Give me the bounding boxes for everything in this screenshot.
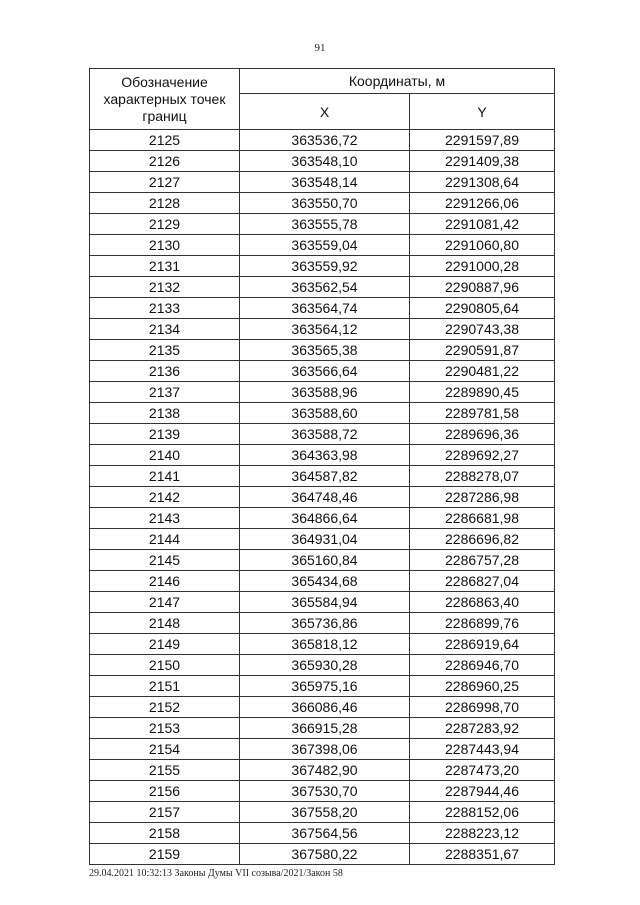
cell-y: 2291060,80 [410, 235, 555, 256]
cell-x: 366915,28 [240, 718, 410, 739]
cell-x: 367558,20 [240, 802, 410, 823]
cell-y: 2289781,58 [410, 403, 555, 424]
table-row [90, 739, 555, 760]
cell-y: 2290805,64 [410, 298, 555, 319]
table-row [90, 781, 555, 802]
cell-point: 2144 [90, 529, 240, 550]
cell-point: 2128 [90, 193, 240, 214]
table-row [90, 592, 555, 613]
table-row [90, 298, 555, 319]
cell-x: 365160,84 [240, 550, 410, 571]
cell-y: 2286899,76 [410, 613, 555, 634]
cell-y: 2288152,06 [410, 802, 555, 823]
cell-point: 2152 [90, 697, 240, 718]
cell-x: 363559,04 [240, 235, 410, 256]
table-row [90, 382, 555, 403]
cell-y: 2290887,96 [410, 277, 555, 298]
table-row [90, 823, 555, 844]
cell-point: 2125 [90, 130, 240, 151]
cell-x: 363564,74 [240, 298, 410, 319]
cell-y: 2286919,64 [410, 634, 555, 655]
table-row [90, 130, 555, 151]
table-row [90, 319, 555, 340]
cell-y: 2286827,04 [410, 571, 555, 592]
cell-y: 2289890,45 [410, 382, 555, 403]
cell-y: 2288351,67 [410, 844, 555, 865]
cell-point: 2139 [90, 424, 240, 445]
header-coordinates-group: Координаты, м [240, 69, 555, 94]
cell-y: 2289696,36 [410, 424, 555, 445]
table-row [90, 235, 555, 256]
cell-point: 2134 [90, 319, 240, 340]
cell-y: 2287283,92 [410, 718, 555, 739]
table-row [90, 718, 555, 739]
table-row [90, 403, 555, 424]
table-row [90, 424, 555, 445]
cell-x: 367398,06 [240, 739, 410, 760]
cell-x: 367530,70 [240, 781, 410, 802]
cell-x: 363588,96 [240, 382, 410, 403]
cell-point: 2148 [90, 613, 240, 634]
cell-point: 2155 [90, 760, 240, 781]
cell-y: 2288223,12 [410, 823, 555, 844]
cell-y: 2286696,82 [410, 529, 555, 550]
cell-y: 2287286,98 [410, 487, 555, 508]
cell-point: 2133 [90, 298, 240, 319]
cell-x: 363566,64 [240, 361, 410, 382]
cell-point: 2157 [90, 802, 240, 823]
table-row [90, 529, 555, 550]
cell-y: 2286946,70 [410, 655, 555, 676]
cell-x: 365434,68 [240, 571, 410, 592]
table-header [90, 69, 555, 130]
cell-y: 2286757,28 [410, 550, 555, 571]
table-row [90, 760, 555, 781]
cell-x: 363548,10 [240, 151, 410, 172]
cell-y: 2288278,07 [410, 466, 555, 487]
cell-y: 2287944,46 [410, 781, 555, 802]
cell-y: 2291308,64 [410, 172, 555, 193]
table-row [90, 802, 555, 823]
table-row [90, 508, 555, 529]
table-row [90, 655, 555, 676]
table-row [90, 256, 555, 277]
cell-y: 2291266,06 [410, 193, 555, 214]
cell-point: 2145 [90, 550, 240, 571]
cell-x: 363564,12 [240, 319, 410, 340]
page-number: 91 [314, 42, 326, 54]
cell-point: 2142 [90, 487, 240, 508]
cell-point: 2126 [90, 151, 240, 172]
header-y: Y [410, 94, 555, 130]
cell-point: 2156 [90, 781, 240, 802]
cell-point: 2138 [90, 403, 240, 424]
cell-x: 364866,64 [240, 508, 410, 529]
cell-point: 2146 [90, 571, 240, 592]
cell-y: 2287443,94 [410, 739, 555, 760]
table-row [90, 151, 555, 172]
cell-y: 2291081,42 [410, 214, 555, 235]
cell-y: 2289692,27 [410, 445, 555, 466]
cell-point: 2159 [90, 844, 240, 865]
cell-x: 363555,78 [240, 214, 410, 235]
cell-x: 364931,04 [240, 529, 410, 550]
cell-x: 367564,56 [240, 823, 410, 844]
cell-point: 2130 [90, 235, 240, 256]
cell-x: 363588,60 [240, 403, 410, 424]
cell-x: 363562,54 [240, 277, 410, 298]
cell-x: 363559,92 [240, 256, 410, 277]
cell-y: 2287473,20 [410, 760, 555, 781]
cell-x: 364587,82 [240, 466, 410, 487]
cell-x: 363550,70 [240, 193, 410, 214]
cell-point: 2129 [90, 214, 240, 235]
cell-x: 364748,46 [240, 487, 410, 508]
cell-point: 2149 [90, 634, 240, 655]
table-row [90, 634, 555, 655]
cell-point: 2127 [90, 172, 240, 193]
cell-y: 2286960,25 [410, 676, 555, 697]
cell-x: 365818,12 [240, 634, 410, 655]
table-row [90, 613, 555, 634]
table-row [90, 571, 555, 592]
cell-x: 363548,14 [240, 172, 410, 193]
cell-y: 2290481,22 [410, 361, 555, 382]
cell-y: 2290743,38 [410, 319, 555, 340]
footer-stamp: 29.04.2021 10:32:13 Законы Думы VII созыва/2021/Закон 58 [89, 868, 343, 879]
coordinates-table [89, 68, 555, 865]
cell-point: 2140 [90, 445, 240, 466]
cell-x: 366086,46 [240, 697, 410, 718]
cell-y: 2286998,70 [410, 697, 555, 718]
table-row [90, 361, 555, 382]
cell-point: 2141 [90, 466, 240, 487]
cell-point: 2158 [90, 823, 240, 844]
cell-y: 2286681,98 [410, 508, 555, 529]
cell-x: 363588,72 [240, 424, 410, 445]
cell-x: 363536,72 [240, 130, 410, 151]
cell-x: 367482,90 [240, 760, 410, 781]
cell-y: 2286863,40 [410, 592, 555, 613]
cell-point: 2132 [90, 277, 240, 298]
cell-point: 2135 [90, 340, 240, 361]
cell-y: 2291000,28 [410, 256, 555, 277]
table-row [90, 172, 555, 193]
cell-point: 2154 [90, 739, 240, 760]
table-row [90, 277, 555, 298]
cell-y: 2291409,38 [410, 151, 555, 172]
cell-x: 367580,22 [240, 844, 410, 865]
table-body [90, 130, 555, 865]
table-row [90, 445, 555, 466]
cell-point: 2131 [90, 256, 240, 277]
cell-point: 2137 [90, 382, 240, 403]
cell-point: 2150 [90, 655, 240, 676]
cell-x: 364363,98 [240, 445, 410, 466]
cell-x: 365736,86 [240, 613, 410, 634]
header-x: X [240, 94, 410, 130]
cell-y: 2291597,89 [410, 130, 555, 151]
table-row [90, 487, 555, 508]
cell-point: 2143 [90, 508, 240, 529]
table-row [90, 214, 555, 235]
table-row [90, 697, 555, 718]
table-row [90, 193, 555, 214]
cell-y: 2290591,87 [410, 340, 555, 361]
cell-x: 365930,28 [240, 655, 410, 676]
header-point-label: Обозначение характерных точек границ [90, 69, 240, 130]
table-row [90, 844, 555, 865]
cell-point: 2153 [90, 718, 240, 739]
table-row [90, 340, 555, 361]
cell-x: 365975,16 [240, 676, 410, 697]
table-row [90, 550, 555, 571]
table-row [90, 676, 555, 697]
table-row [90, 466, 555, 487]
cell-x: 365584,94 [240, 592, 410, 613]
cell-point: 2147 [90, 592, 240, 613]
cell-point: 2151 [90, 676, 240, 697]
cell-x: 363565,38 [240, 340, 410, 361]
cell-point: 2136 [90, 361, 240, 382]
